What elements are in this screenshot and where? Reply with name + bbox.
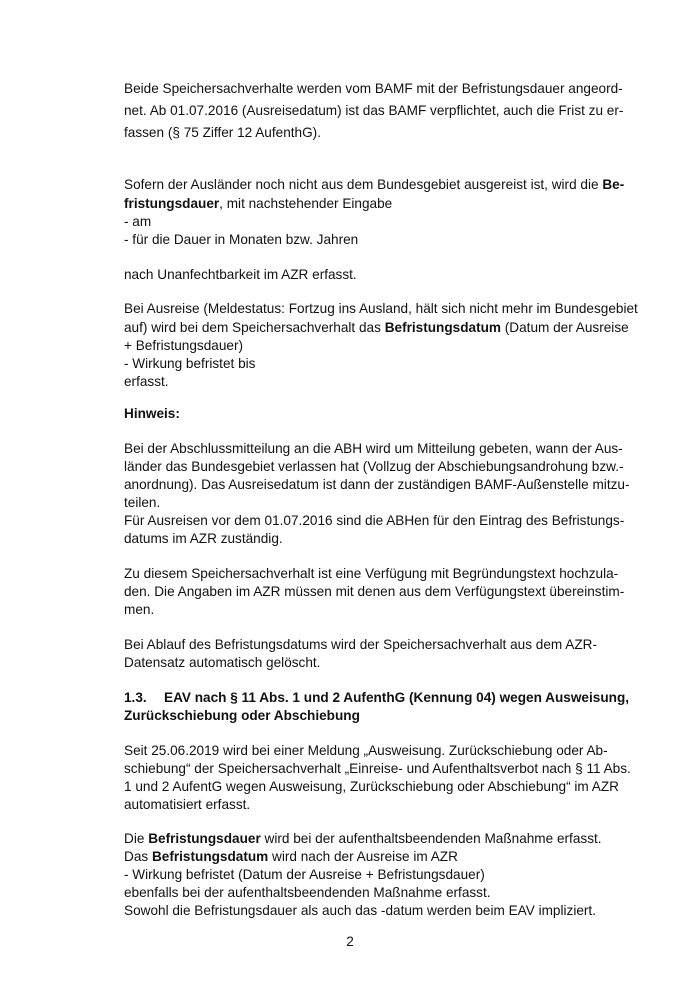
paragraph-line: auf) wird bei dem Speichersachverhalt das Befristungsdatum (Datum der Ausreise xyxy=(124,320,629,335)
paragraph-line: Seit 25.06.2019 wird bei einer Meldung „Ausweisung. Zurückschiebung oder Ab- xyxy=(124,743,608,758)
paragraph-line: den. Die Angaben im AZR müssen mit denen aus dem Verfügungstext übereinstim- xyxy=(124,584,625,599)
paragraph-line: Sofern der Ausländer noch nicht aus dem Bundesgebiet ausgereist ist, wird die Be- xyxy=(124,177,625,192)
paragraph-line: länder das Bundesgebiet verlassen hat (Vollzug der Abschiebungsandrohung bzw.- xyxy=(124,459,624,474)
paragraph-line: men. xyxy=(124,602,155,617)
section-title: EAV nach § 11 Abs. 1 und 2 AufenthG (Kennung 04) wegen Ausweisung, xyxy=(164,690,630,705)
paragraph-line: schiebung“ der Speichersachverhalt „Einreise- und Aufenthaltsverbot nach § 11 Abs. xyxy=(124,761,631,776)
paragraph-line: Datensatz automatisch gelöscht. xyxy=(124,655,321,670)
list-item: - für die Dauer in Monaten bzw. Jahren xyxy=(124,232,359,247)
paragraph-line: + Befristungsdauer) xyxy=(124,338,244,353)
paragraph-line: ebenfalls bei der aufenthaltsbeendenden Maßnahme erfasst. xyxy=(124,885,491,900)
paragraph-line: Bei Ablauf des Befristungsdatums wird der Speichersachverhalt aus dem AZR- xyxy=(124,637,597,652)
paragraph-line: Zu diesem Speichersachverhalt ist eine Verfügung mit Begründungstext hochzula- xyxy=(124,566,619,581)
paragraph-line: Sowohl die Befristungsdauer als auch das -datum werden beim EAV impliziert. xyxy=(124,903,596,918)
paragraph-line: net. Ab 01.07.2016 (Ausreisedatum) ist das BAMF verpflichtet, auch die Frist zu er- xyxy=(124,103,624,118)
paragraph-line: 1 und 2 AufentG wegen Ausweisung, Zurückschiebung oder Abschiebung“ im AZR xyxy=(124,779,619,794)
list-item: - am xyxy=(124,214,152,229)
list-item: - Wirkung befristet bis xyxy=(124,356,256,371)
paragraph-line: teilen. xyxy=(124,495,161,510)
hinweis-label: Hinweis: xyxy=(124,406,180,421)
paragraph-line: Bei Ausreise (Meldestatus: Fortzug ins Ausland, hält sich nicht mehr im Bundesgebiet xyxy=(124,301,638,316)
page-number: 2 xyxy=(346,934,354,949)
section-heading xyxy=(124,689,629,706)
section-heading-continued: Zurückschiebung oder Abschiebung xyxy=(124,708,360,723)
section-number: 1.3. xyxy=(124,690,147,705)
paragraph-line: Beide Speichersachverhalte werden vom BAMF mit der Befristungsdauer angeord- xyxy=(124,81,623,96)
paragraph-line: Für Ausreisen vor dem 01.07.2016 sind die ABHen für den Eintrag des Befristungs- xyxy=(124,513,625,528)
paragraph-line: Bei der Abschlussmitteilung an die ABH wird um Mitteilung gebeten, wann der Aus- xyxy=(124,441,623,456)
paragraph-line: fristungsdauer, mit nachstehender Eingabe xyxy=(124,196,393,211)
paragraph-line: automatisiert erfasst. xyxy=(124,797,251,812)
paragraph-line: datums im AZR zuständig. xyxy=(124,531,283,546)
paragraph-line: erfasst. xyxy=(124,374,169,389)
paragraph-line: fassen (§ 75 Ziffer 12 AufenthG). xyxy=(124,125,321,140)
paragraph-line: Die Befristungsdauer wird bei der aufenthaltsbeendenden Maßnahme erfasst. xyxy=(124,831,602,846)
paragraph-line: anordnung). Das Ausreisedatum ist dann der zuständigen BAMF-Außenstelle mitzu- xyxy=(124,477,630,492)
list-item: - Wirkung befristet (Datum der Ausreise + Befristungsdauer) xyxy=(124,867,485,882)
paragraph-line: Das Befristungsdatum wird nach der Ausreise im AZR xyxy=(124,849,458,864)
paragraph-line: nach Unanfechtbarkeit im AZR erfasst. xyxy=(124,267,357,282)
